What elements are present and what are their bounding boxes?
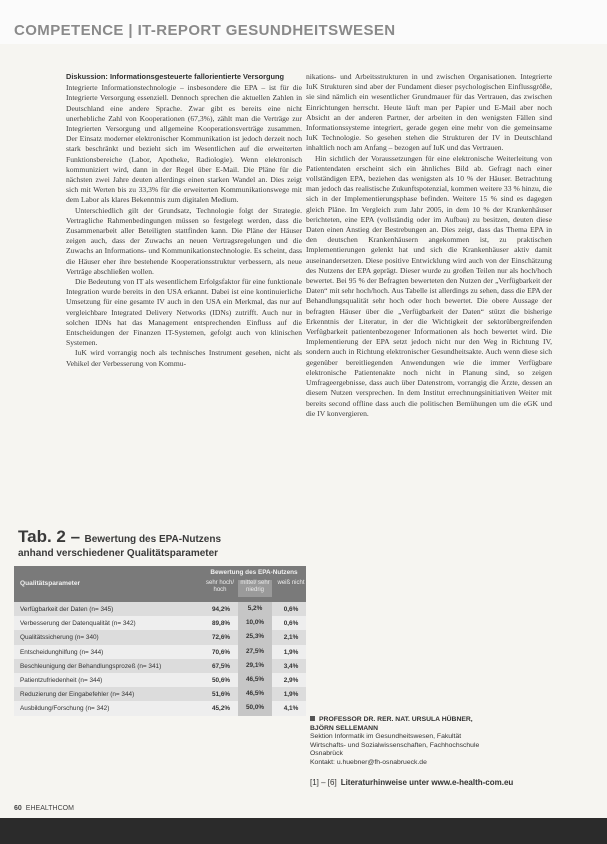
table-row — [14, 687, 306, 701]
author-name-line1: PROFESSOR DR. RER. NAT. URSULA HÜBNER, — [310, 716, 560, 725]
row-label: Entscheidunghilfung (n= 344) — [20, 648, 104, 656]
cell-medium: 46,5% — [238, 687, 272, 701]
cell-medium: 25,3% — [238, 630, 272, 644]
table-row — [14, 616, 306, 630]
cell-medium: 46,5% — [238, 673, 272, 687]
cell-medium: 27,5% — [238, 645, 272, 659]
cell-high: 45,2% — [211, 705, 231, 713]
table-row — [14, 701, 306, 715]
cell-unknown: 4,1% — [283, 705, 299, 713]
bottom-dark-band — [0, 818, 607, 844]
author-name-line2: BJÖRN SELLEMANN — [310, 724, 378, 732]
header-col-unknown: weiß nicht — [277, 580, 305, 586]
cell-medium: 29,1% — [238, 659, 272, 673]
cell-unknown: 0,6% — [283, 606, 299, 613]
row-label: Patientzufriedenheit (n= 344) — [20, 676, 103, 684]
page-footer — [14, 805, 74, 812]
cell-unknown: 2,9% — [283, 676, 299, 684]
literature-text: Literaturhinweise unter www.e-health-com.eu — [340, 778, 514, 787]
row-label: Qualitätssicherung (n= 340) — [20, 634, 99, 642]
row-label: Beschleunigung der Behandlungsprozeß (n= 341) — [20, 662, 162, 670]
table-title-block — [18, 527, 308, 559]
left-paragraph-3: Die Bedeutung von IT als wesentlichem Erfolgsfaktor für eine funktionale Integration wurde bereits in den USA erkannt. Dabei ist eine kontinuierliche Umsetzung für eine gesamte IV auch in den USA ein Merkmal, das nur auf vergleichbare Integrated Delivery Networks (IDNs) zutrifft. Auch nur in solchen IDNs hat das Management entsprechenden Einfluss auf die Entscheidungen der Finanzen IT-Systemen, gefolgt auch von klinischen Systemen. — [66, 277, 302, 348]
table-row — [14, 602, 306, 616]
author-affiliation-2: Wirtschafts- und Sozialwissenschaften, Fachhochschule — [310, 741, 480, 749]
cell-medium: 50,0% — [238, 701, 272, 715]
cell-unknown: 2,1% — [283, 634, 299, 642]
cell-medium: 5,2% — [238, 602, 272, 616]
right-paragraph-2: Hin sichtlich der Voraussetzungen für eine elektronische Weiterleitung von Patientendaten erscheint sich ein ähnliches Bild ab. Gefragt nach einer vollständigen EPA, beziehen das wenigsten als 10 % der Häuser. Betrachtung man jedoch das realistische Zukunftspotenzial, kommen weitere 33 % hinzu, die sich in der Implementierungsphase befinden. Weitere 15 % sind es dagegen gleich Pläne. Im Vergleich zum Jahr 2005, in dem 10 % der Krankenhäuser berichteten, eine EPA (vollständig oder im Aufbau) zu besitzen, deuten diese Daten einen Anstieg der Bestrebungen an. Dies zeigt, dass das Thema EPA in den deutschen Krankenhäusern angekommen ist, zu praktischen Implementierungen gelenkt hat und sich die Krankenhäuser aktiv damit auseinandersetzen. Diese positive Entwicklung wird auch von der Einschätzung des Nutzens der EPA geprägt. Dieser wurde zu großen Teilen nur als hoch/hoch bewertet. Bei 95 % der Befragten bewerteten den Nutzen der „Verfügbarkeit der Daten“ mit sehr hoch/hoch. Aus Tabelle ist allerdings zu sehen, dass die EPA der Behandlungsqualität sehr hoch oder hoch bewertet. Die obere Aussage der befragten Häuser über die „Verfügbarkeit der Daten“ stützt die bisherige Erkenntnis der Literatur, in der die Wichtigkeit der sektorübergreifenden Verfügbarkeit patientenbezogener Informationen als hoch bewertet wird. Die Implementierung der EPA setzt jedoch nicht nur den Weg in Richtung IV, sondern auch in Richtung elektronischer Gesundheitsakte. Auch wenn diese sich gegenüber bereitliegenden Anwendungen wie die immer Verfügbare elektronische Patientenakte noch nicht in Planung sind, so zeigen Umfrageergebnisse, dass auch über Datenstrom, vorrangig die Ärzte, dessen an diesem Nutzen versprechen. In dem Institut errechnungsinitiativen Weiter mit bereits second offline dass auch die politischen Bemühungen um die eGK und die IV konvergieren. — [306, 153, 552, 418]
table-body — [14, 602, 306, 716]
right-text-column — [306, 72, 552, 419]
table-subtitle-line2: anhand verschiedener Qualitätsparameter — [18, 548, 219, 559]
table-title: Tab. 2 – — [18, 527, 81, 546]
row-label: Verfügbarkeit der Daten (n= 345) — [20, 606, 114, 613]
cell-medium: 10,0% — [238, 616, 272, 630]
cell-high: 67,5% — [211, 662, 231, 670]
author-block — [310, 716, 560, 768]
author-affiliation-1: Sektion Informatik im Gesundheitswesen, Fakultät — [310, 733, 462, 741]
cell-high: 89,8% — [211, 620, 231, 628]
left-paragraph-2: Unterschiedlich gilt der Grundsatz, Technologie folgt der Strategie. Vertragliche Rahmenbedingungen müssen so festgelegt werden, dass die Zusammenarbeit aller Beteiligten stattfinden kann. Die Pläne der Häuser zeigen auch, dass der Zuwachs an neuen Vertragsregelungen und die Zuwachs an Informations- und Kommunikationstechnologie. Es scheint, dass die Häuser eher ihre bestehende Kooperationsstruktur verbessern, als neue Verträge abschließen wollen. — [66, 205, 302, 276]
cell-unknown: 1,9% — [283, 691, 299, 699]
author-affiliation-3: Osnabrück — [310, 750, 343, 758]
cell-unknown: 1,9% — [283, 648, 299, 656]
table-row — [14, 673, 306, 687]
row-label: Ausbildung/Forschung (n= 342) — [20, 705, 110, 713]
header-group-label: Bewertung des EPA-Nutzens — [210, 569, 298, 576]
cell-unknown: 0,6% — [283, 620, 299, 628]
cell-high: 94,2% — [211, 606, 231, 613]
literature-ref: [1] – [6] — [310, 778, 337, 787]
epa-benefit-table — [14, 566, 306, 716]
cell-high: 50,6% — [211, 676, 231, 684]
table-row — [14, 645, 306, 659]
header-bar — [0, 0, 607, 44]
page-number: 60 — [14, 805, 22, 812]
left-text-column — [66, 72, 302, 369]
left-paragraph-4: IuK wird vorrangig noch als technisches Instrument gesehen, nicht als Vehikel der Verbesserung von Kommu- — [66, 348, 302, 368]
author-contact: Kontakt: u.huebner@fh-osnabrueck.de — [310, 758, 427, 766]
table-row — [14, 659, 306, 673]
row-label: Reduzierung der Eingabefehler (n= 344) — [20, 691, 135, 699]
right-paragraph-1: nikations- und Arbeitsstrukturen in und zwischen Organisationen. Integrierte IuK Strukturen sind aber der Fundament dieser psychologischen Einflussgröße, sie sind nämlich ein wesentlicher Grundmauer für das Vertrauen, das zwischen Einrichtungen herrscht. Heute läuft man per Papier und E-Mail aber noch Absicht an der anderen Partner, der arbeiten in den wenigsten Fällen sind Informationssysteme integriert, gerade gegen eine mehr von die gemeinsame IuK Technologie. So gesehen stehen die Strukturen der IV in Deutschland inhaltlich noch am Anfang – bezogen auf IuK und das Vertrauen. — [306, 72, 552, 153]
header-col-high: sehr hoch/ hoch — [205, 580, 235, 593]
section-subheading: Diskussion: Informationsgesteuerte fallorientierte Versorgung — [66, 72, 285, 81]
cell-high: 72,6% — [211, 634, 231, 642]
cell-high: 51,6% — [211, 691, 231, 699]
cell-high: 70,6% — [211, 648, 231, 656]
bullet-square-icon — [310, 716, 315, 721]
left-paragraph-1: Integrierte Informationstechnologie – insbesondere die EPA – ist für die Integrierte Versorgung essenziell. Dennoch sprechen die aktuellen Zahlen in Deutschland eine andere Sprache. Zwar gibt es bereits eine nicht unerhebliche Zahl von Kooperationen (67,3%), zählt man die Verträge zur Integrierten Versorgung und allgemeine Kooperationsverträge zusammen. Der Einsatz moderner elektronischer Kommunikation ist jedoch derzeit noch stark beschränkt und bezieht sich im Wesentlichen auf die erweiterten Funktionsbereiche (Labor, Apotheke, Radiologie). Wenn elektronisch kommuniziert wird, dann in der Regel über E-Mail. Die Pläne für die nächsten zwei Jahre deuten allerdings einen starken Wandel an. Dies zeigt sich mit Werten bis zu 33,3% für die erweiterten Kommunikationswege mit dem Labor als klares Bekenntnis zum digitalen Medium. — [66, 83, 302, 205]
cell-unknown: 3,4% — [283, 662, 299, 670]
header-col-medium: mittel/ sehr niedrig — [238, 580, 272, 597]
section-header-title: COMPETENCE | IT-REPORT GESUNDHEITSWESEN — [14, 22, 396, 39]
magazine-name: EHEALTHCOM — [25, 805, 74, 812]
row-label: Verbesserung der Datenqualität (n= 342) — [20, 620, 136, 628]
table-row — [14, 630, 306, 644]
literature-note — [310, 778, 513, 787]
table-subtitle-line1: Bewertung des EPA-Nutzens — [84, 534, 221, 545]
table-header — [14, 566, 306, 602]
header-qualitaetsparameter: Qualitätsparameter — [20, 580, 81, 587]
